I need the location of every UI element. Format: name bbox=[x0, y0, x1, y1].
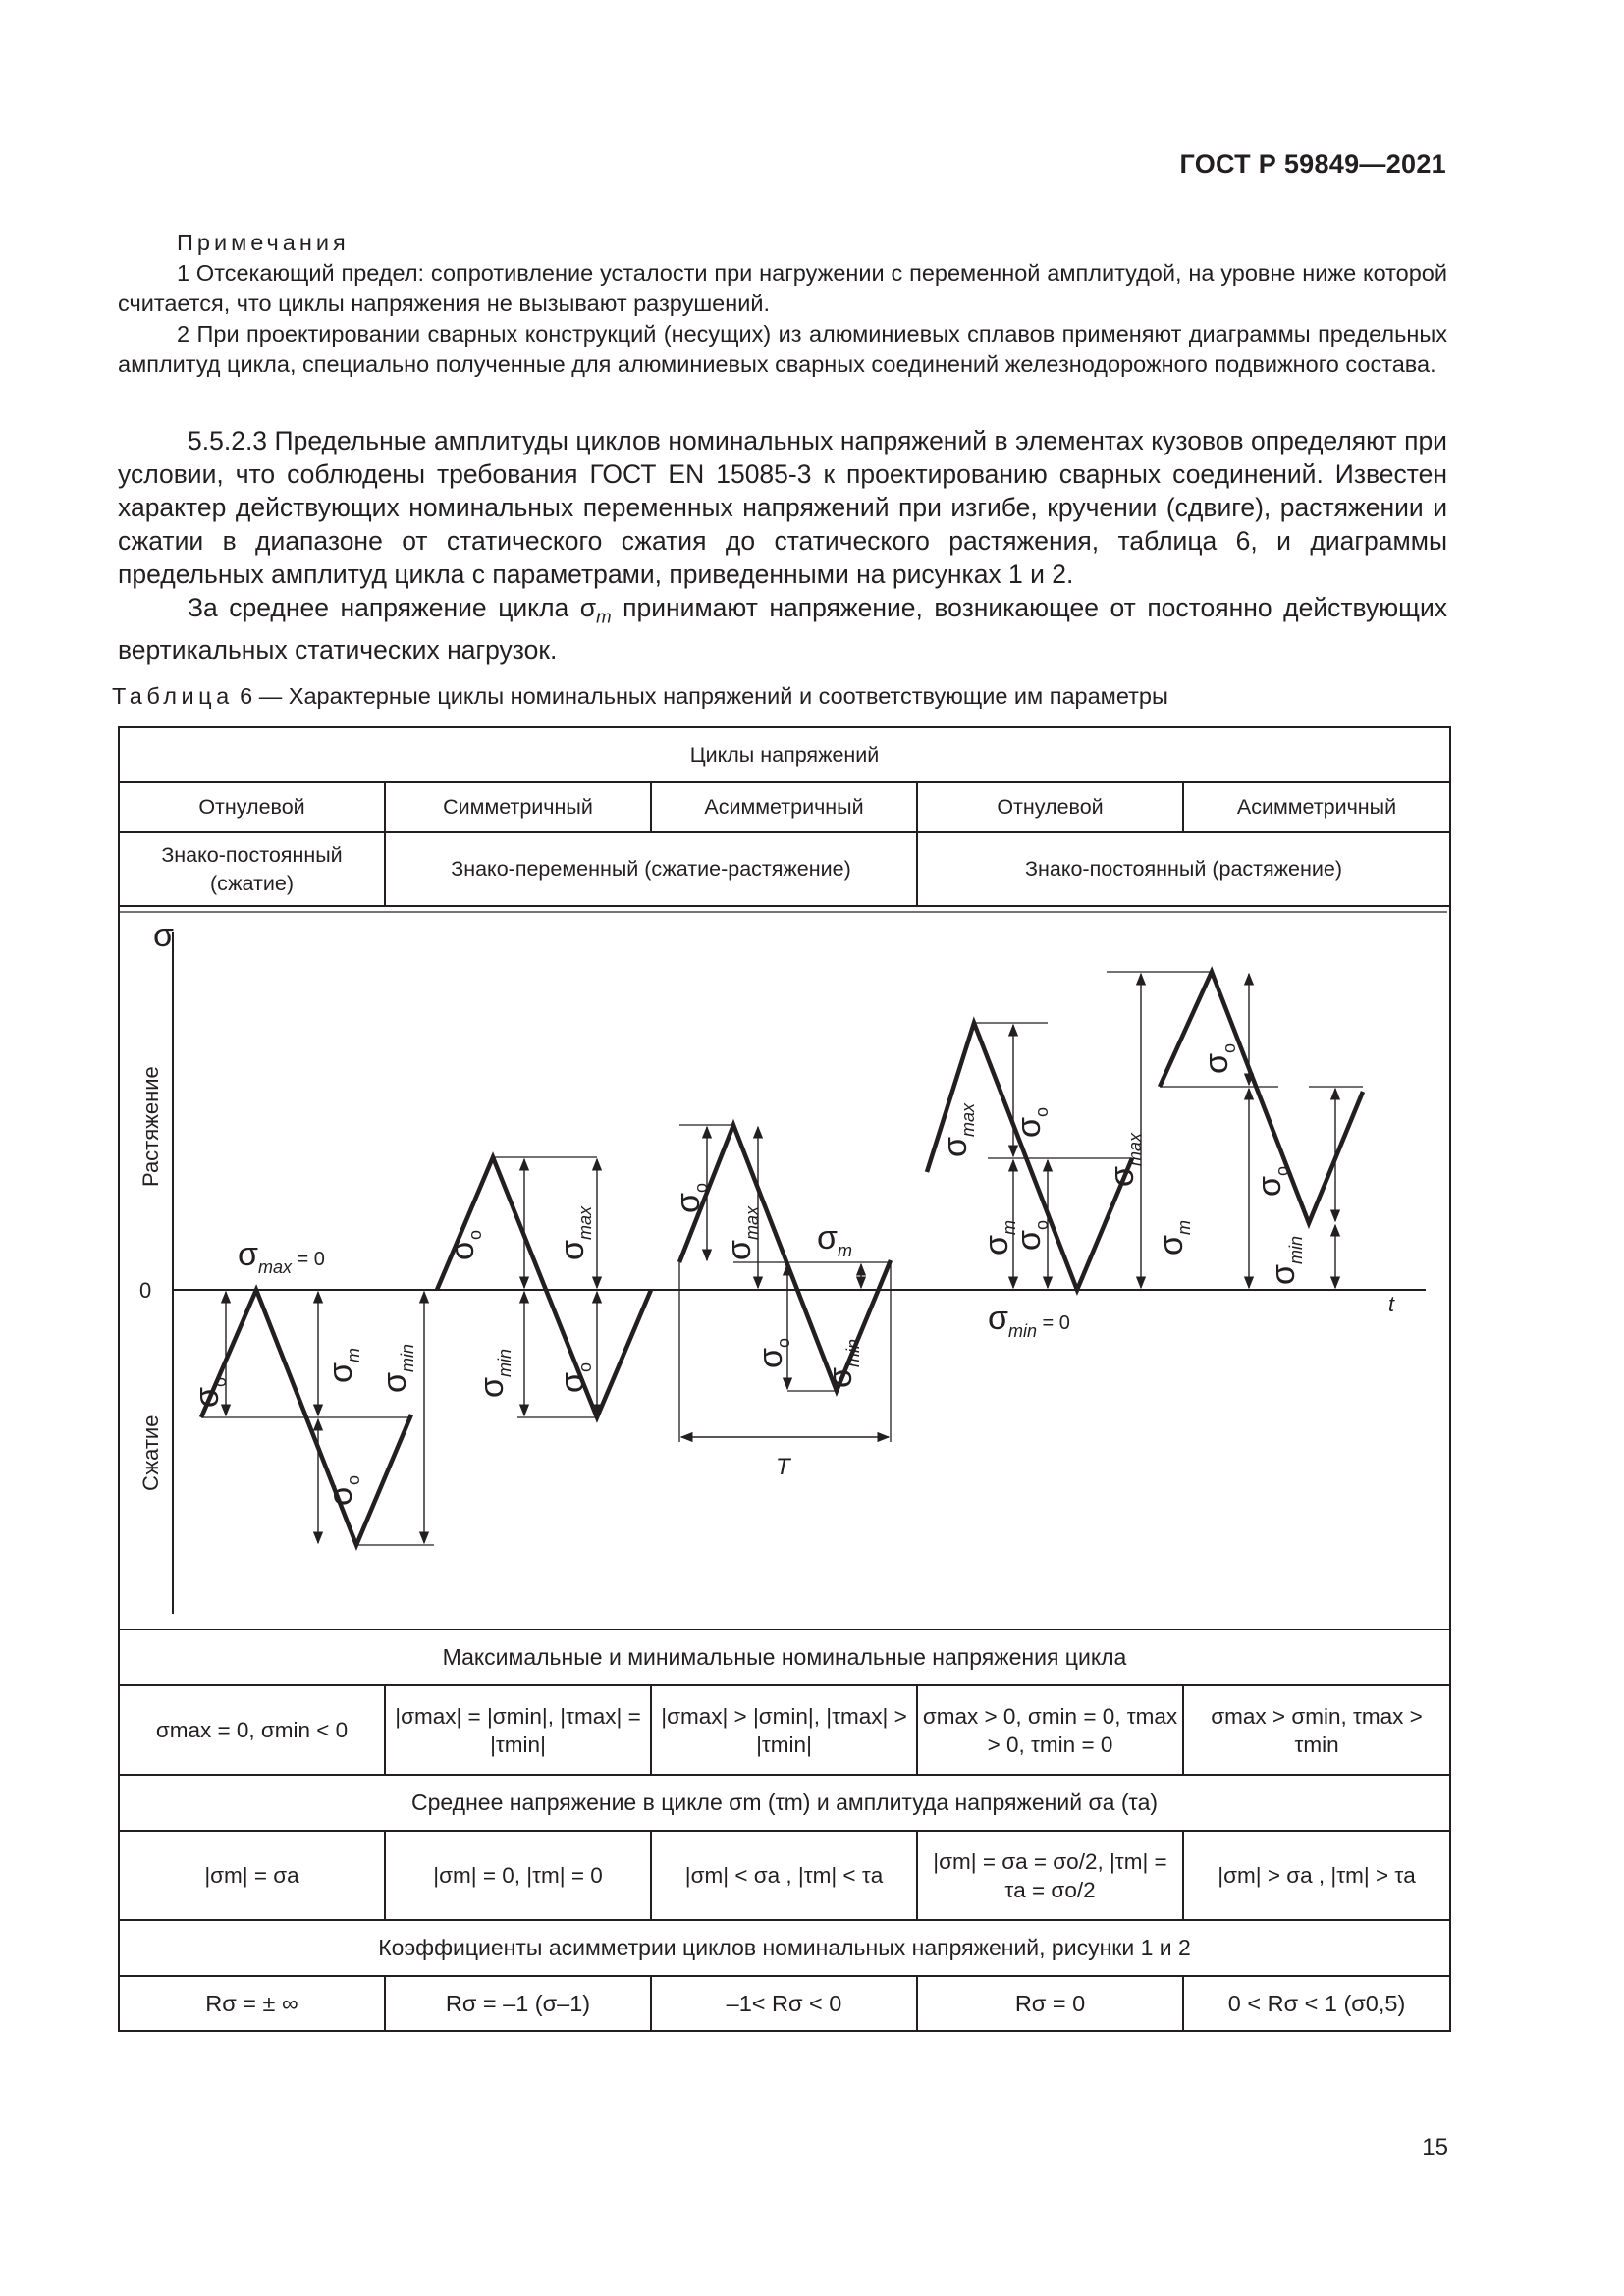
document-id: ГОСТ Р 59849—2021 bbox=[1179, 149, 1446, 179]
cycle-type-cell: Асимметричный bbox=[1183, 782, 1450, 832]
minmax-cell: |σmax| = |σmin|, |τmax| = |τmin| bbox=[385, 1685, 651, 1775]
compression-label: Сжатие bbox=[138, 1415, 163, 1491]
minmax-cell: σmax > 0, σmin = 0, τmax > 0, τmin = 0 bbox=[917, 1685, 1183, 1775]
mean-cell: |σm| < σa , |τm| < τa bbox=[651, 1831, 917, 1920]
label-sigma-o: $\sigma_o$ bbox=[752, 1338, 793, 1368]
cycle-type-cell: Отнулевой bbox=[119, 782, 385, 832]
sign-cell: Знако-постоянный (растяжение) bbox=[917, 832, 1450, 906]
paragraph-5-5-2-3: 5.5.2.3 Предельные амплитуды циклов номинальных напряжений в элементах кузовов определяют при условии, что соблюдены требования ГОСТ EN 15085-3 к проектированию сварных соединений. Известен характер действующих номинальных переменных напряжений при изгибе, кручении (сдвиге), растяжении и сжатии в диапазоне от статического сжатия до статического растяжения, таблица 6, и диаграммы предельных амплитуд цикла с параметрами, приведенными на рисунках 1 и 2. bbox=[118, 426, 1447, 589]
paragraph-mean-stress bbox=[118, 591, 1447, 667]
mean-cell: |σm| = σa = σo/2, |τm| = τa = σo/2 bbox=[917, 1831, 1183, 1920]
coef-cell: Rσ = 0 bbox=[917, 1976, 1183, 2031]
label-sigma-m: $\sigma_m$ bbox=[1153, 1220, 1194, 1255]
label-sigma-o: $\sigma_o$ bbox=[189, 1377, 230, 1408]
stress-cycles-diagram bbox=[120, 907, 1447, 1629]
section-header-minmax: Максимальные и минимальные номинальные напряжения цикла bbox=[119, 1629, 1450, 1685]
sign-cell: Знако-постоянный (сжатие) bbox=[119, 832, 385, 906]
label-sigma-o: $\sigma_o$ bbox=[444, 1230, 485, 1260]
table-caption bbox=[112, 683, 1168, 710]
mean-cell: |σm| > σa , |τm| > τa bbox=[1183, 1831, 1450, 1920]
body-text bbox=[118, 424, 1447, 667]
table-group-header: Циклы напряжений bbox=[119, 727, 1450, 782]
note-item-2: 2 При проектировании сварных конструкций (несущих) из алюминиевых сплавов применяют диаграммы предельных амплитуд цикла, специально полученные для алюминиевых сварных соединений железнодорожного подвижного состава. bbox=[118, 321, 1447, 377]
table-caption-text: 6 — Характерные циклы номинальных напряжений и соответствующие им параметры bbox=[233, 683, 1168, 709]
section-header-mean: Среднее напряжение в цикле σm (τm) и амплитуда напряжений σa (τa) bbox=[119, 1775, 1450, 1831]
minmax-cell: |σmax| > |σmin|, |τmax| > |τmin| bbox=[651, 1685, 917, 1775]
x-axis-symbol: t bbox=[1388, 1292, 1395, 1316]
minmax-cell: σmax = 0, σmin < 0 bbox=[119, 1685, 385, 1775]
notes-block bbox=[118, 228, 1447, 380]
coef-cell: Rσ = ± ∞ bbox=[119, 1976, 385, 2031]
zero-label: 0 bbox=[139, 1278, 152, 1303]
label-sigma-o: $\sigma_o$ bbox=[1198, 1043, 1239, 1074]
coef-cell: 0 < Rσ < 1 (σ0,5) bbox=[1183, 1976, 1450, 2031]
label-sigma-min: $\sigma_{min}$ bbox=[822, 1339, 863, 1388]
mean-cell: |σm| = σa bbox=[119, 1831, 385, 1920]
label-sigma-o: $\sigma_o$ bbox=[1010, 1107, 1052, 1138]
label-sigma-max: $\sigma_{max}$ bbox=[937, 1103, 978, 1157]
p2-end: принимают напряжение, возникающее от постоянно действующих вертикальных статических нагрузок. bbox=[118, 593, 1447, 666]
page-number: 15 bbox=[1422, 2134, 1448, 2161]
label-sigma-m: $\sigma_m$ bbox=[817, 1219, 852, 1260]
p2-sub: m bbox=[596, 606, 612, 627]
label-sigma-o: $\sigma_o$ bbox=[1010, 1220, 1052, 1251]
label-sigma-min: $\sigma_{min}$ bbox=[376, 1344, 417, 1393]
wave-symmetric bbox=[437, 1157, 651, 1417]
table-caption-label: Таблица bbox=[112, 683, 234, 709]
y-axis-symbol: σ bbox=[153, 917, 174, 954]
label-sigma-o: $\sigma_o$ bbox=[670, 1183, 711, 1213]
label-sigma-m: $\sigma_m$ bbox=[322, 1348, 363, 1383]
label-sigma-max: $\sigma_{max}$ bbox=[721, 1206, 762, 1260]
note-item-1: 1 Отсекающий предел: сопротивление усталости при нагружении с переменной амплитудой, на уровне ниже которой считается, что циклы напряжения не вызывают разрушений. bbox=[118, 260, 1447, 316]
mean-cell: |σm| = 0, |τm| = 0 bbox=[385, 1831, 651, 1920]
cycle-type-cell: Асимметричный bbox=[651, 782, 917, 832]
label-sigma-max: $\sigma_{max}$ bbox=[1104, 1133, 1145, 1187]
label-sigma-o: $\sigma_o$ bbox=[554, 1362, 595, 1393]
stress-cycles-figure-cell bbox=[119, 906, 1450, 1629]
coef-cell: Rσ = –1 (σ–1) bbox=[385, 1976, 651, 2031]
minmax-cell: σmax > σmin, τmax > τmin bbox=[1183, 1685, 1450, 1775]
sign-cell: Знако-переменный (сжатие-растяжение) bbox=[385, 832, 917, 906]
label-sigma-m: $\sigma_m$ bbox=[978, 1220, 1019, 1255]
period-label: T bbox=[776, 1454, 790, 1480]
label-sigma-o: $\sigma_o$ bbox=[1251, 1166, 1292, 1197]
label-sigma-min: $\sigma_{min}$ bbox=[1265, 1236, 1306, 1285]
label-sigma-min: $\sigma_{min}$ bbox=[473, 1349, 514, 1398]
label-sigma-max: $\sigma_{max}$ bbox=[554, 1206, 595, 1260]
p2-start: За среднее напряжение цикла σ bbox=[188, 593, 597, 622]
label-sigma-o: $\sigma_o$ bbox=[322, 1475, 363, 1506]
tension-label: Растяжение bbox=[138, 1066, 163, 1187]
section-header-coef: Коэффициенты асимметрии циклов номинальных напряжений, рисунки 1 и 2 bbox=[119, 1920, 1450, 1976]
label-sigma-max-eq: $\sigma_{max}$ $^{= 0}$ bbox=[238, 1236, 325, 1277]
cycle-type-cell: Отнулевой bbox=[917, 782, 1183, 832]
coef-cell: –1< Rσ < 0 bbox=[651, 1976, 917, 2031]
table-6 bbox=[118, 726, 1451, 2032]
label-sigma-min-eq: $\sigma_{min}$ $^{= 0}$ bbox=[988, 1300, 1070, 1341]
cycle-type-cell: Симметричный bbox=[385, 782, 651, 832]
notes-title: Примечания bbox=[177, 230, 350, 255]
